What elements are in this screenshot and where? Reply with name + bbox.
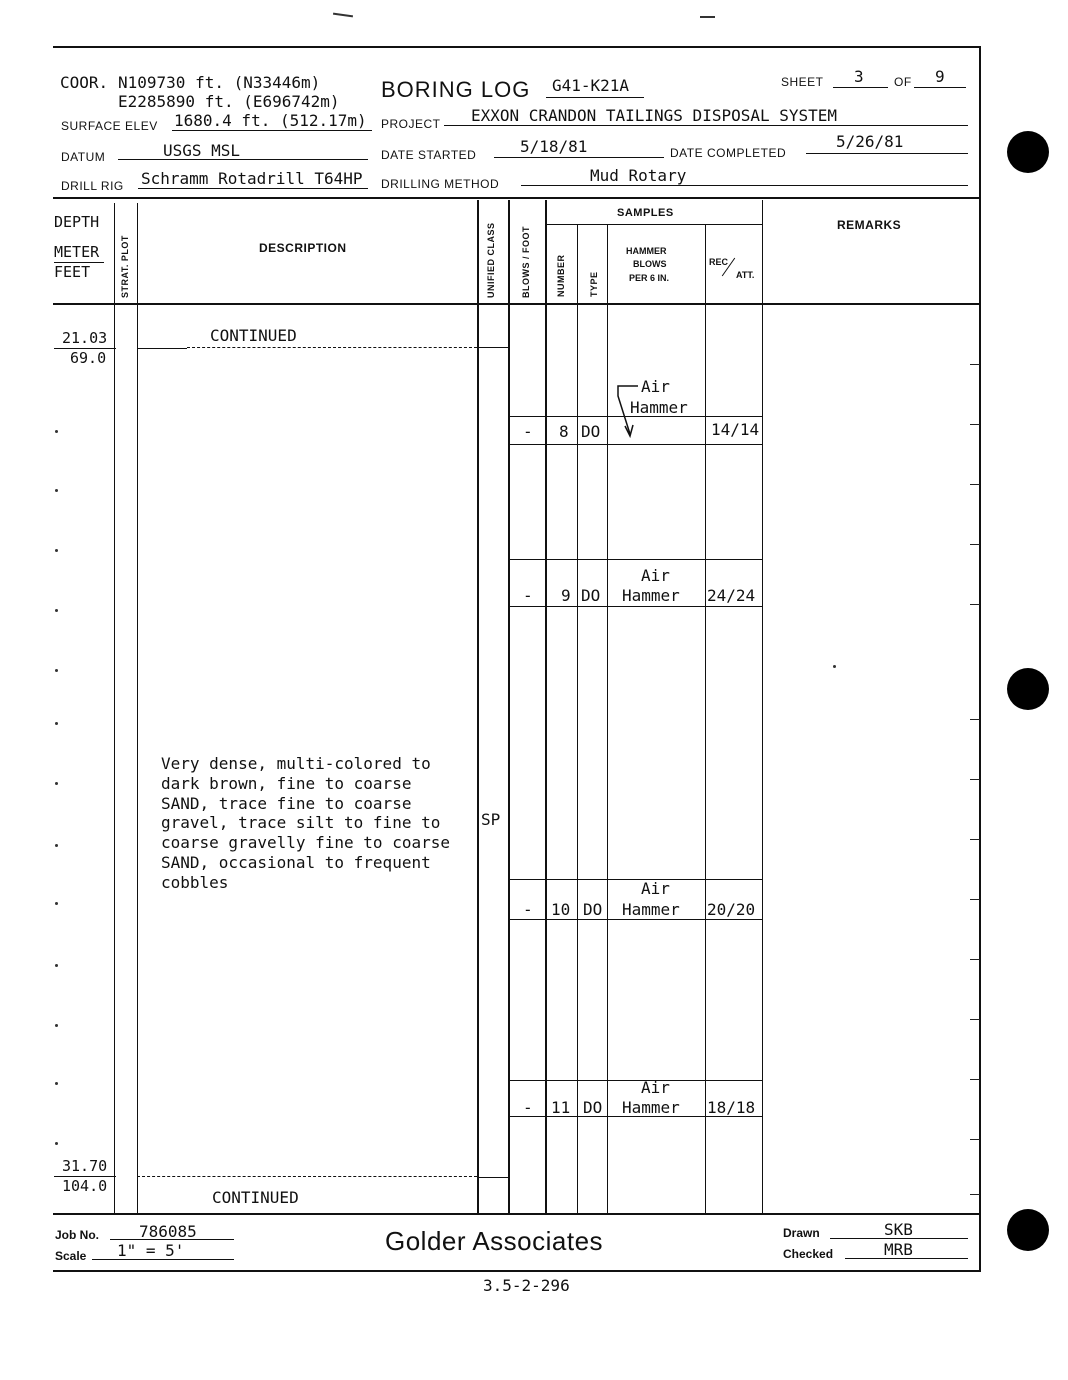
- remarks-dot: [833, 665, 836, 668]
- coor-east: E2285890 ft. (E696742m): [118, 92, 340, 111]
- top-depth-meter: 21.03: [62, 329, 108, 347]
- air-hammer-note-1: Air: [641, 377, 670, 396]
- scale-value: 1" = 5': [117, 1241, 185, 1260]
- sample-8-bottom: [508, 444, 762, 445]
- depth-header: DEPTH: [54, 213, 100, 231]
- att-header: ATT.: [736, 270, 755, 280]
- sample-9-number: 9: [561, 586, 571, 605]
- date-completed-value: 5/26/81: [836, 132, 904, 151]
- depth-tick-13: [55, 1142, 58, 1145]
- sample-10-hammer-2: Hammer: [622, 900, 680, 919]
- boring-id-underline: [546, 97, 644, 98]
- continued-top-solid: [137, 348, 187, 349]
- boring-id: G41-K21A: [552, 76, 630, 95]
- sample-11-blows: -: [523, 1098, 533, 1117]
- strat-plot-header: STRAT. PLOT: [120, 235, 130, 298]
- sample-11-type: DO: [583, 1098, 603, 1117]
- drilling-method-value: Mud Rotary: [590, 166, 687, 185]
- samples-header: SAMPLES: [617, 207, 674, 219]
- blows-foot-header: BLOWS / FOOT: [521, 226, 531, 298]
- sample-11-rec: 18/18: [707, 1098, 756, 1117]
- continued-top: CONTINUED: [210, 326, 297, 345]
- project-underline: [444, 125, 968, 126]
- drilling-method-label: DRILLING METHOD: [381, 177, 500, 191]
- depth-tick-4: [55, 609, 58, 612]
- column-headers: [0, 200, 1068, 304]
- continued-bottom: CONTINUED: [212, 1188, 299, 1207]
- depth-tick-8: [55, 844, 58, 847]
- continued-top-dashed: [187, 347, 477, 348]
- drilling-method-underline: [521, 185, 968, 186]
- sample-11-number: 11: [551, 1098, 571, 1117]
- air-hammer-note-2: Hammer: [630, 398, 688, 417]
- job-label: Job No.: [55, 1228, 99, 1242]
- sheet-total: 9: [935, 67, 945, 86]
- sample-10-type: DO: [583, 900, 603, 919]
- right-tick-6: [970, 719, 980, 720]
- depth-tick-10: [55, 964, 58, 967]
- remarks-header: REMARKS: [837, 218, 902, 232]
- drill-rig-value: Schramm Rotadrill T64HP: [141, 169, 363, 188]
- number-header: NUMBER: [556, 254, 566, 297]
- project-value: EXXON CRANDON TAILINGS DISPOSAL SYSTEM: [471, 106, 838, 125]
- sample-10-blows: -: [523, 900, 533, 919]
- sample-9-top: [508, 559, 762, 560]
- sample-9-hammer-2: Hammer: [622, 586, 680, 605]
- depth-tick-12: [55, 1082, 58, 1085]
- right-tick-13: [970, 1139, 980, 1140]
- hammer-header-1: HAMMER: [626, 246, 667, 256]
- right-tick-14: [970, 1194, 980, 1195]
- date-completed-label: DATE COMPLETED: [670, 146, 787, 160]
- sample-8-blows: -: [523, 422, 533, 441]
- coor-label: COOR.: [60, 73, 109, 92]
- scale-label: Scale: [55, 1249, 87, 1263]
- sheet-number: 3: [854, 67, 864, 86]
- right-tick-10: [970, 959, 980, 960]
- depth-tick-2: [55, 489, 58, 492]
- hammer-header-2: BLOWS: [633, 259, 667, 269]
- job-value: 786085: [139, 1222, 197, 1241]
- company-name: Golder Associates: [385, 1226, 604, 1256]
- right-tick-1: [970, 364, 980, 365]
- sample-9-blows: -: [523, 586, 533, 605]
- drill-rig-label: DRILL RIG: [61, 179, 124, 193]
- right-tick-3: [970, 484, 980, 485]
- continued-bottom-dashed: [137, 1176, 477, 1177]
- unified-class-header: UNIFIED CLASS: [486, 222, 496, 298]
- depth-tick-5: [55, 669, 58, 672]
- right-tick-2: [970, 424, 980, 425]
- depth-tick-6: [55, 722, 58, 725]
- bottom-depth-meter: 31.70: [62, 1157, 108, 1175]
- meter-header: METER: [54, 243, 100, 261]
- depth-tick-3: [55, 549, 58, 552]
- depth-tick-7: [55, 782, 58, 785]
- sample-9-bottom: [508, 606, 762, 607]
- right-tick-11: [970, 1019, 980, 1020]
- sample-10-bottom: [508, 919, 762, 920]
- drawn-underline: [830, 1238, 968, 1239]
- sheet-total-underline: [914, 87, 966, 88]
- surface-elev-value: 1680.4 ft. (512.17m): [174, 111, 367, 130]
- drill-rig-underline: [138, 188, 368, 189]
- sample-9-type: DO: [581, 586, 601, 605]
- job-underline: [110, 1239, 234, 1240]
- sample-10-top: [508, 879, 762, 880]
- drawn-value: SKB: [884, 1220, 913, 1239]
- sample-9-hammer-1: Air: [641, 566, 670, 585]
- log-body: [0, 304, 1068, 1214]
- hammer-header-3: PER 6 IN.: [629, 273, 670, 283]
- datum-underline: [118, 159, 368, 160]
- page-id: 3.5-2-296: [483, 1276, 570, 1295]
- checked-value: MRB: [884, 1240, 913, 1259]
- of-label: OF: [894, 75, 912, 89]
- right-tick-7: [970, 779, 980, 780]
- sample-11-hammer-2: Hammer: [622, 1098, 680, 1117]
- sample-10-rec: 20/20: [707, 900, 756, 919]
- coor-north: N109730 ft. (N33446m): [118, 73, 321, 92]
- sheet-number-underline: [833, 87, 888, 88]
- depth-tick-9: [55, 902, 58, 905]
- unified-bottom-line: [477, 1177, 508, 1178]
- datum-label: DATUM: [61, 150, 106, 164]
- project-label: PROJECT: [381, 117, 441, 131]
- date-completed-underline: [806, 153, 968, 154]
- date-started-label: DATE STARTED: [381, 148, 477, 162]
- sample-10-hammer-1: Air: [641, 879, 670, 898]
- type-header: TYPE: [589, 271, 599, 297]
- feet-header: FEET: [54, 263, 91, 281]
- bottom-depth-feet: 104.0: [62, 1177, 108, 1195]
- right-tick-4: [970, 544, 980, 545]
- datum-value: USGS MSL: [163, 141, 241, 160]
- sample-8-rec: 14/14: [711, 420, 760, 439]
- sample-11-top: [508, 1080, 762, 1081]
- date-started-value: 5/18/81: [520, 137, 588, 156]
- sample-8-type: DO: [581, 422, 601, 441]
- sample-10-number: 10: [551, 900, 571, 919]
- depth-tick-11: [55, 1024, 58, 1027]
- right-tick-8: [970, 839, 980, 840]
- sample-8-top: [508, 416, 762, 417]
- description-header: DESCRIPTION: [259, 241, 347, 255]
- rec-header: REC: [709, 257, 729, 267]
- unified-class-value: SP: [481, 810, 501, 829]
- right-tick-9: [970, 899, 980, 900]
- checked-label: Checked: [783, 1247, 834, 1261]
- right-tick-5: [970, 604, 980, 605]
- scale-underline: [92, 1259, 234, 1260]
- sample-11-hammer-1: Air: [641, 1078, 670, 1097]
- surface-elev-underline: [172, 130, 372, 131]
- right-tick-12: [970, 1079, 980, 1080]
- footer: [0, 1214, 1068, 1304]
- air-hammer-arrow-icon: [610, 382, 640, 442]
- checked-underline: [845, 1258, 968, 1259]
- top-depth-feet: 69.0: [70, 349, 107, 367]
- drawn-label: Drawn: [783, 1226, 820, 1240]
- soil-description: Very dense, multi-colored to dark brown, fine to coarse SAND, trace fine to coarse gravel, trace silt to fine to coarse gravelly fine to coarse SAND, occasional to frequent cobbles: [161, 754, 450, 892]
- unified-top-line: [477, 347, 508, 348]
- sample-9-rec: 24/24: [707, 586, 756, 605]
- boring-log-title: BORING LOG: [381, 77, 531, 102]
- depth-tick-1: [55, 430, 58, 433]
- sheet-label: SHEET: [781, 75, 824, 89]
- date-started-underline: [494, 157, 664, 158]
- sample-8-number: 8: [559, 422, 569, 441]
- header-block: [0, 0, 1068, 200]
- surface-elev-label: SURFACE ELEV: [61, 119, 158, 133]
